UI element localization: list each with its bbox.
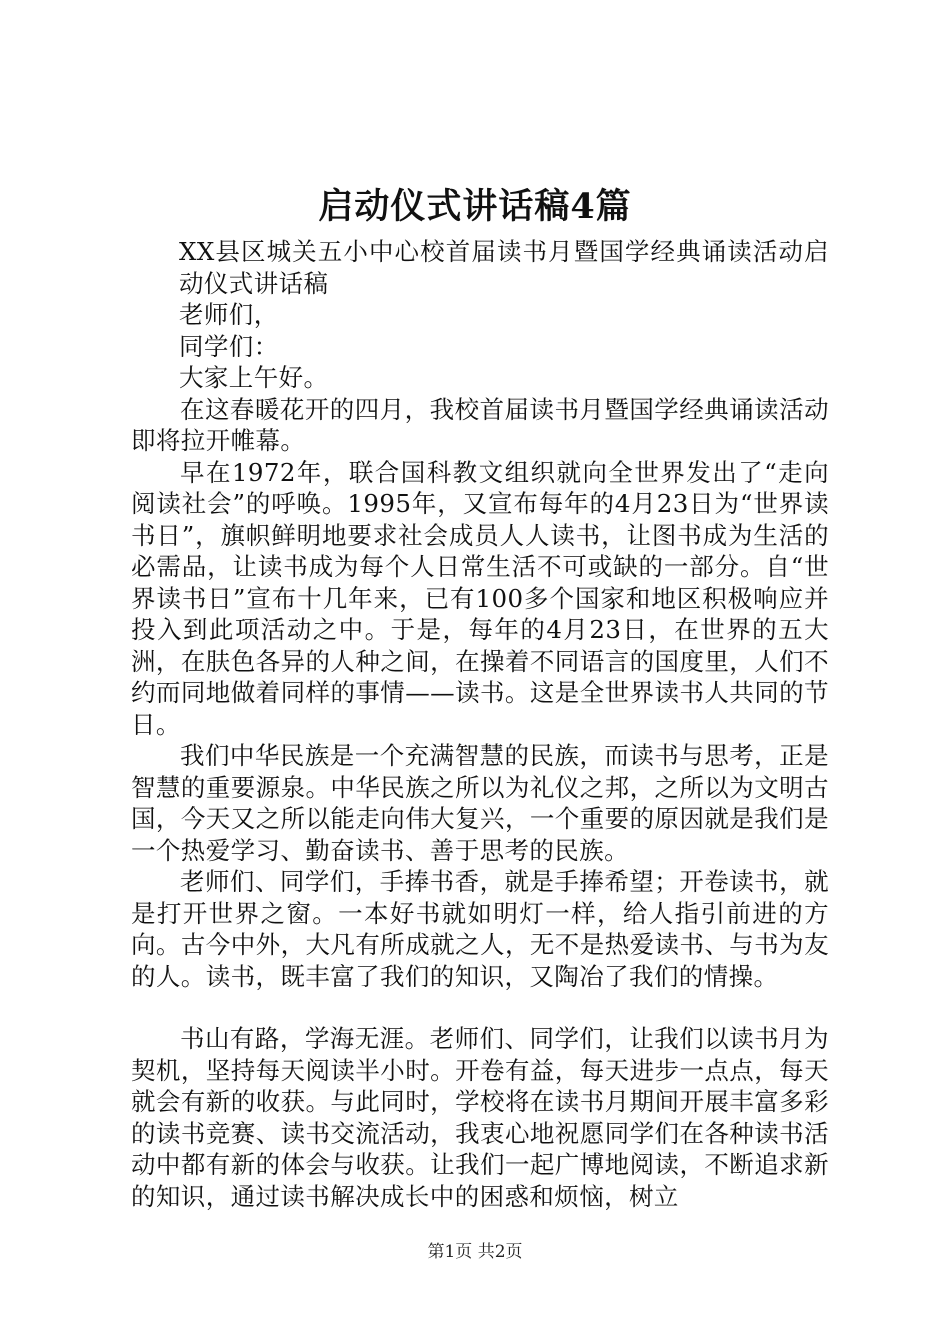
paragraph-salutation-teachers: 老师们，	[179, 300, 279, 329]
paragraph-opening: 在这春暖花开的四月，我校首届读书月暨国学经典诵读活动即将拉开帷幕。	[131, 394, 829, 455]
paragraph-reading-month: 书山有路，学海无涯。老师们、同学们，让我们以读书月为契机，坚持每天阅读半小时。开卷有益，每天进步一点点，每天就会有新的收获。与此同时，学校将在读书月期间开展丰富多彩的读书竞赛、读书交流活动，我衷心地祝愿同学们在各种读书活动中都有新的体会与收获。让我们一起广博地阅读，不断追求新的知识，通过读书解决成长中的困惑和烦恼，树立	[131, 1024, 829, 1211]
paragraph-heading: XX县区城关五小中心校首届读书月暨国学经典诵读活动启动仪式讲话稿	[179, 237, 829, 298]
paragraph-greeting: 大家上午好。	[179, 363, 329, 392]
page-footer: 第1页 共2页	[427, 1242, 523, 1262]
paragraph-world-book-day: 早在1972年，联合国科教文组织就向全世界发出了“走向阅读社会”的呼唤。1995年，又宣布每年的4月23日为“世界读书日”，旗帜鲜明地要求社会成员人人读书，让图书成为生活的必需品，让读书成为每个人日常生活不可或缺的一部分。自“世界读书日”宣布十几年来，已有100多个国家和地区积极响应并投入到此项活动之中。于是，每年的4月23日，在世界的五大洲，在肤色各异的人种之间，在操着不同语言的国度里，人们不约而同地做着同样的事情——读书。这是全世界读书人共同的节日。	[131, 457, 829, 739]
document-title: 启动仪式讲话稿4篇	[318, 186, 632, 227]
paragraph-chinese-nation: 我们中华民族是一个充满智慧的民族，而读书与思考，正是智慧的重要源泉。中华民族之所以为礼仪之邦，之所以为文明古国，今天又之所以能走向伟大复兴，一个重要的原因就是我们是一个热爱学习、勤奋读书、善于思考的民族。	[131, 741, 829, 865]
title-spacer	[131, 206, 829, 236]
paragraph-salutation-students: 同学们：	[179, 331, 279, 361]
document-body	[131, 206, 829, 1212]
paragraph-gap	[131, 992, 829, 1023]
paragraph-books-hope: 老师们、同学们，手捧书香，就是手捧希望；开卷读书，就是打开世界之窗。一本好书就如明灯一样，给人指引前进的方向。古今中外，大凡有所成就之人，无不是热爱读书、与书为友的人。读书，既丰富了我们的知识，又陶冶了我们的情操。	[131, 867, 829, 991]
